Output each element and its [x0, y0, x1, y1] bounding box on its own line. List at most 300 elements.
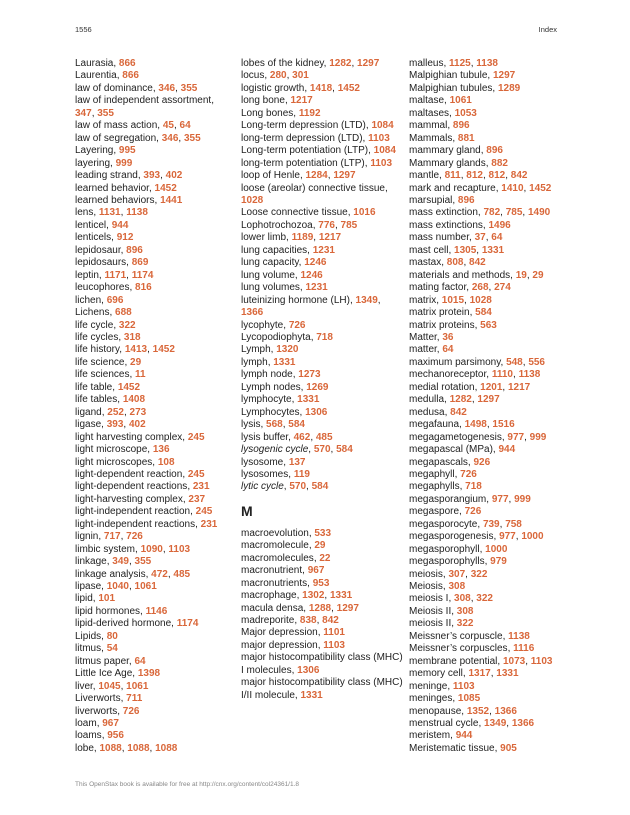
page-link[interactable]: 29: [314, 540, 326, 552]
page-link[interactable]: 1331: [300, 689, 323, 701]
page-link[interactable]: 838: [299, 615, 317, 627]
page-link[interactable]: 308: [454, 593, 471, 605]
index-term: leptin: [75, 269, 99, 281]
page-link[interactable]: 1452: [152, 344, 175, 356]
index-term: Malpighian tubule: [409, 70, 488, 82]
page-link[interactable]: 1138: [126, 207, 148, 219]
page-link[interactable]: 36: [442, 331, 454, 343]
page-link[interactable]: 355: [180, 82, 198, 94]
page-link[interactable]: 1366: [511, 718, 535, 730]
page-link[interactable]: 999: [529, 431, 547, 443]
page-link[interactable]: 1331: [481, 244, 505, 256]
page-link[interactable]: 45: [162, 120, 174, 132]
page-link[interactable]: 912: [116, 232, 134, 244]
page-link[interactable]: 54: [106, 643, 118, 655]
index-term: megaphyll: [409, 468, 455, 480]
index-entry: life cycle, 322: [75, 319, 136, 331]
page-link[interactable]: 1217: [507, 381, 531, 393]
page-link[interactable]: 999: [514, 493, 531, 505]
page-link[interactable]: 584: [311, 481, 329, 493]
index-term: lysosome: [241, 456, 284, 468]
index-entry: lysogenic cycle, 570, 584: [241, 444, 353, 456]
page-link[interactable]: 393: [106, 419, 124, 431]
page-link[interactable]: 881: [457, 132, 475, 144]
page-link[interactable]: 1061: [449, 95, 472, 107]
page-link[interactable]: 926: [473, 456, 491, 468]
page-link[interactable]: 1231: [305, 282, 328, 294]
index-entry: ligand, 252, 273: [75, 406, 147, 418]
page-link[interactable]: 29: [532, 269, 544, 281]
index-term: law of mass action: [75, 120, 158, 132]
index-entry: megasporophylls, 979: [409, 556, 507, 568]
page-link[interactable]: 322: [118, 319, 136, 331]
page-link[interactable]: 402: [165, 170, 183, 182]
page-link[interactable]: 137: [288, 456, 306, 468]
index-entry: lytic cycle, 570, 584: [241, 481, 329, 493]
index-term: leading strand: [75, 170, 138, 182]
page-link[interactable]: 1088: [155, 742, 178, 754]
index-term: lipase: [75, 581, 102, 593]
index-entry: maximum parsimony, 548, 556: [409, 356, 545, 368]
index-entry: lung capacities, 1231: [241, 244, 335, 256]
page-link[interactable]: 1000: [485, 543, 508, 555]
index-term: meninge: [409, 680, 448, 692]
page-link[interactable]: 842: [469, 257, 486, 269]
page-link[interactable]: 1320: [276, 344, 299, 356]
page-link[interactable]: 869: [131, 257, 149, 269]
page-link[interactable]: 1189: [291, 232, 314, 244]
index-term: megasporangium: [409, 493, 487, 505]
page-link[interactable]: 1053: [454, 107, 477, 119]
page-link[interactable]: 349: [112, 556, 129, 568]
page-link[interactable]: 717: [103, 531, 121, 543]
page-link[interactable]: 1201: [480, 381, 503, 393]
index-term: mark and recapture: [409, 182, 496, 194]
page-link[interactable]: 896: [457, 194, 475, 206]
page-link[interactable]: 268: [471, 282, 489, 294]
page-link[interactable]: 29: [130, 356, 142, 368]
page-link[interactable]: 953: [312, 577, 330, 589]
page-link[interactable]: 816: [135, 282, 152, 294]
page-link[interactable]: 718: [316, 331, 333, 343]
page-link[interactable]: 811: [444, 170, 461, 182]
index-entry: litmus, 54: [75, 643, 118, 655]
page-link[interactable]: 726: [126, 531, 143, 543]
page-link[interactable]: 1016: [353, 207, 376, 219]
index-term: life table: [75, 381, 113, 393]
page-link[interactable]: 1088: [127, 742, 150, 754]
page-link[interactable]: 101: [98, 593, 116, 605]
page-link[interactable]: 842: [450, 406, 467, 418]
page-link[interactable]: 1297: [492, 70, 516, 82]
index-entry: mammal, 896: [409, 120, 470, 132]
page-link[interactable]: 944: [455, 730, 473, 742]
page-link[interactable]: 1269: [306, 381, 329, 393]
page-link[interactable]: 64: [491, 232, 503, 244]
index-entry: Long-term potentiation (LTP), 1084: [241, 145, 396, 157]
page-link[interactable]: 1085: [457, 693, 481, 705]
page-link[interactable]: 1040: [106, 581, 129, 593]
page-link[interactable]: 136: [152, 444, 170, 456]
index-term: Meiosis: [409, 581, 443, 593]
index-entry: megapascal (MPa), 944: [409, 444, 516, 456]
page-link[interactable]: 1306: [297, 664, 320, 676]
page-link[interactable]: 1441: [160, 194, 183, 206]
page-link[interactable]: 307: [448, 568, 466, 580]
page-link[interactable]: 245: [187, 431, 205, 443]
page-link[interactable]: 402: [128, 419, 146, 431]
page-link[interactable]: 231: [200, 518, 218, 530]
page-link[interactable]: 1217: [318, 232, 342, 244]
page-link[interactable]: 1028: [241, 194, 264, 206]
page-link[interactable]: 237: [188, 493, 206, 505]
page-link[interactable]: 1125: [449, 58, 471, 69]
index-entry: madreporite, 838, 842: [241, 615, 339, 627]
page-link[interactable]: 308: [448, 581, 466, 593]
page-link[interactable]: 1282: [449, 394, 472, 406]
page-number: 1556: [75, 25, 92, 34]
index-term: law of independent assortment: [75, 95, 212, 107]
page-link[interactable]: 776: [318, 219, 335, 231]
page-link[interactable]: 785: [505, 207, 523, 219]
page-link[interactable]: 1090: [140, 543, 163, 555]
index-entry: limbic system, 1090, 1103: [75, 543, 191, 555]
index-entry: major histocompatibility class (MHC) I molecules, 1306: [241, 652, 403, 676]
page-link[interactable]: 1297: [336, 602, 359, 614]
page-link[interactable]: 967: [307, 565, 325, 577]
index-entry: ligase, 393, 402: [75, 419, 146, 431]
page-link[interactable]: 1217: [290, 95, 313, 107]
page-link[interactable]: 967: [102, 718, 119, 730]
page-link[interactable]: 1490: [527, 207, 551, 219]
index-entry: meiosis II, 322: [409, 618, 474, 630]
index-entry: megasporogenesis, 977, 1000: [409, 531, 544, 543]
page-link[interactable]: 252: [107, 406, 124, 418]
page-link[interactable]: 1116: [513, 643, 535, 655]
page-link[interactable]: 1103: [323, 639, 345, 651]
page-link[interactable]: 726: [464, 506, 482, 518]
page-link[interactable]: 301: [292, 70, 309, 82]
index-entry: marsupial, 896: [409, 194, 475, 206]
page-link[interactable]: 905: [500, 742, 517, 754]
page-link[interactable]: 1288: [308, 602, 332, 614]
page-link[interactable]: 711: [126, 693, 143, 705]
index-term: lysosomes: [241, 468, 289, 480]
index-term: law of segregation: [75, 132, 157, 144]
index-term: mass extinction: [409, 207, 478, 219]
index-term: materials and methods: [409, 269, 511, 281]
page-link[interactable]: 1452: [529, 182, 552, 194]
page-link[interactable]: 1306: [305, 406, 328, 418]
page-link[interactable]: 1171: [104, 269, 127, 281]
index-term: lepidosaurs: [75, 257, 127, 269]
page-link[interactable]: 108: [157, 456, 175, 468]
page-link[interactable]: 718: [465, 481, 482, 493]
page-link[interactable]: 1408: [122, 394, 146, 406]
page-link[interactable]: 485: [315, 431, 333, 443]
index-term: lenticels: [75, 232, 112, 244]
index-entry: macronutrients, 953: [241, 577, 330, 589]
index-term: Malpighian tubules: [409, 82, 493, 94]
page-link[interactable]: 1366: [241, 307, 264, 319]
index-term: Meissner’s corpuscle: [409, 630, 503, 642]
page-link[interactable]: 393: [143, 170, 161, 182]
page-link[interactable]: 1331: [329, 590, 353, 602]
page-link[interactable]: 485: [173, 568, 191, 580]
index-term: learned behavior: [75, 182, 149, 194]
page-link[interactable]: 1398: [137, 668, 161, 680]
page-link[interactable]: 999: [115, 157, 133, 169]
page-link[interactable]: 355: [134, 556, 152, 568]
page-link[interactable]: 570: [289, 481, 307, 493]
page-link[interactable]: 318: [123, 331, 141, 343]
page-link[interactable]: 1101: [323, 627, 345, 639]
page-link[interactable]: 533: [314, 527, 332, 539]
page-link[interactable]: 1498: [464, 419, 487, 431]
page-link[interactable]: 1413: [124, 344, 148, 356]
index-term: lung volume: [241, 269, 295, 281]
page-link[interactable]: 19: [515, 269, 527, 281]
page-link[interactable]: 1302: [302, 590, 325, 602]
index-entry: lymph, 1331: [241, 356, 296, 368]
page-link[interactable]: 1273: [298, 369, 321, 381]
page-link[interactable]: 1028: [469, 294, 492, 306]
page-link[interactable]: 1061: [134, 581, 157, 593]
page-link[interactable]: 1146: [145, 605, 168, 617]
index-entry: lens, 1131, 1138: [75, 207, 148, 219]
page-link[interactable]: 1192: [298, 107, 321, 119]
index-term: life cycles: [75, 331, 119, 343]
page-link[interactable]: 556: [528, 356, 545, 368]
page-link[interactable]: 726: [122, 705, 140, 717]
page-link[interactable]: 1231: [312, 244, 335, 256]
page-link[interactable]: 584: [475, 307, 492, 319]
page-link[interactable]: 726: [288, 319, 306, 331]
page-link[interactable]: 80: [106, 630, 118, 642]
page-link[interactable]: 1305: [454, 244, 477, 256]
page-link[interactable]: 563: [480, 319, 497, 331]
index-entry: lymphocyte, 1331: [241, 394, 320, 406]
page-link[interactable]: 758: [505, 518, 522, 530]
index-entry: Lymphocytes, 1306: [241, 406, 328, 418]
page-link[interactable]: 1174: [176, 618, 199, 630]
page-link[interactable]: 696: [106, 294, 124, 306]
page-link[interactable]: 1331: [297, 394, 320, 406]
page-link[interactable]: 119: [293, 468, 310, 480]
index-term: life tables: [75, 394, 118, 406]
page-link[interactable]: 1297: [333, 170, 356, 182]
index-entry: layering, 999: [75, 157, 133, 169]
index-entry: medusa, 842: [409, 406, 467, 418]
page-link[interactable]: 1331: [273, 356, 296, 368]
index-entry: lysosomes, 119: [241, 468, 310, 480]
page-link[interactable]: 1352: [466, 705, 490, 717]
page-link[interactable]: 842: [322, 615, 339, 627]
page-link[interactable]: 842: [510, 170, 528, 182]
page-link[interactable]: 355: [97, 107, 114, 119]
page-link[interactable]: 977: [507, 431, 525, 443]
index-entry: lysosome, 137: [241, 456, 306, 468]
page-link[interactable]: 273: [129, 406, 147, 418]
index-term: meiosis II: [409, 618, 452, 630]
page-link[interactable]: 1103: [370, 157, 393, 169]
page-link[interactable]: 245: [187, 468, 205, 480]
page-link[interactable]: 1418: [309, 82, 333, 94]
page-link[interactable]: 866: [118, 58, 136, 69]
page-link[interactable]: 570: [313, 444, 331, 456]
page-link[interactable]: 1297: [477, 394, 500, 406]
page-link[interactable]: 1452: [117, 381, 141, 393]
page-link[interactable]: 472: [151, 568, 168, 580]
page-link[interactable]: 11: [135, 369, 146, 381]
page-link[interactable]: 1103: [452, 680, 475, 692]
page-link[interactable]: 1282: [329, 58, 352, 69]
index-entry: Little Ice Age, 1398: [75, 668, 161, 680]
page-link[interactable]: 726: [460, 468, 477, 480]
page-link[interactable]: 462: [293, 431, 311, 443]
page-link[interactable]: 812: [488, 170, 506, 182]
index-term: megasporogenesis: [409, 531, 494, 543]
page-link[interactable]: 944: [111, 219, 129, 231]
page-link[interactable]: 882: [491, 157, 508, 169]
index-entry: loams, 956: [75, 730, 124, 742]
page-link[interactable]: 308: [456, 605, 474, 617]
index-entry: linkage analysis, 472, 485: [75, 568, 191, 580]
page-link[interactable]: 1015: [441, 294, 465, 306]
index-entry: matter, 64: [409, 344, 454, 356]
page-link[interactable]: 782: [483, 207, 501, 219]
page-link[interactable]: 355: [183, 132, 201, 144]
page-link[interactable]: 1174: [131, 269, 154, 281]
page-link[interactable]: 322: [470, 568, 488, 580]
page-link[interactable]: 1131: [98, 207, 121, 219]
page-link[interactable]: 1110: [491, 369, 513, 381]
page-link[interactable]: 1138: [508, 630, 530, 642]
page-link[interactable]: 1103: [368, 132, 390, 144]
index-term: meristem: [409, 730, 451, 742]
index-entry: lycophyte, 726: [241, 319, 306, 331]
page-link[interactable]: 1138: [476, 58, 498, 69]
page-link[interactable]: 1084: [373, 145, 396, 157]
page-link[interactable]: 1284: [305, 170, 328, 182]
page-link[interactable]: 977: [491, 493, 509, 505]
page-link[interactable]: 1331: [496, 668, 519, 680]
page-link[interactable]: 1297: [357, 58, 380, 69]
page-link[interactable]: 896: [126, 244, 143, 256]
page-link[interactable]: 1073: [502, 655, 526, 667]
page-link[interactable]: 866: [122, 70, 139, 82]
index-entry: Mammary glands, 882: [409, 157, 508, 169]
page-link[interactable]: 1349: [355, 294, 378, 306]
page-link[interactable]: 274: [494, 282, 511, 294]
index-entry: Meissner’s corpuscle, 1138: [409, 630, 530, 642]
page-link[interactable]: 1061: [126, 680, 149, 692]
index-entry: Malpighian tubules, 1289: [409, 82, 521, 94]
page-link[interactable]: 896: [452, 120, 470, 132]
page-link[interactable]: 1289: [497, 82, 521, 94]
section-title: Index: [538, 25, 557, 34]
page-link[interactable]: 977: [499, 531, 516, 543]
page-link[interactable]: 346: [158, 82, 176, 94]
page-link[interactable]: 1088: [99, 742, 122, 754]
index-entry: megasporocyte, 739, 758: [409, 518, 522, 530]
index-term: Loose connective tissue: [241, 207, 348, 219]
page-link[interactable]: 584: [336, 444, 353, 456]
index-term: marsupial: [409, 194, 453, 206]
page-link[interactable]: 1452: [337, 82, 360, 94]
index-entry: Lophotrochozoa, 776, 785: [241, 219, 358, 231]
page-link[interactable]: 64: [179, 120, 191, 132]
page-link[interactable]: 808: [446, 257, 464, 269]
page-link[interactable]: 64: [134, 655, 146, 667]
page-link[interactable]: 979: [490, 556, 507, 568]
page-link[interactable]: 688: [115, 307, 132, 319]
page-link[interactable]: 1349: [484, 718, 507, 730]
page-link[interactable]: 944: [498, 444, 516, 456]
index-entry: menopause, 1352, 1366: [409, 705, 517, 717]
page-link[interactable]: 346: [161, 132, 179, 144]
page-link[interactable]: 1366: [494, 705, 517, 717]
page-link[interactable]: 1045: [98, 680, 121, 692]
page-link[interactable]: 1496: [488, 219, 511, 231]
page-link[interactable]: 584: [288, 419, 305, 431]
page-link[interactable]: 245: [195, 506, 213, 518]
index-term: meiosis: [409, 568, 443, 580]
index-term: loams: [75, 730, 102, 742]
page-link[interactable]: 1103: [168, 543, 191, 555]
page-link[interactable]: 37: [474, 232, 486, 244]
page-link[interactable]: 22: [319, 552, 331, 564]
page-link[interactable]: 1516: [492, 419, 515, 431]
page-link[interactable]: 896: [486, 145, 503, 157]
index-entry: long-term potentiation (LTP), 1103: [241, 157, 393, 169]
page-link[interactable]: 785: [340, 219, 358, 231]
index-entry: matrix proteins, 563: [409, 319, 497, 331]
page-link[interactable]: 812: [466, 170, 483, 182]
page-link[interactable]: 1138: [518, 369, 541, 381]
page-link[interactable]: 1084: [371, 120, 394, 132]
index-term: mechanoreceptor: [409, 369, 487, 381]
index-term: megapascal (MPa): [409, 444, 493, 456]
index-entry: lymph node, 1273: [241, 369, 321, 381]
page-link[interactable]: 64: [442, 344, 454, 356]
page-link[interactable]: 1103: [530, 655, 553, 667]
page-link[interactable]: 231: [192, 481, 210, 493]
page-link[interactable]: 280: [269, 70, 287, 82]
page-link[interactable]: 1000: [521, 531, 544, 543]
page-link[interactable]: 956: [107, 730, 124, 742]
page-link[interactable]: 1246: [300, 269, 323, 281]
index-term: loam: [75, 718, 97, 730]
page-link[interactable]: 1246: [304, 257, 327, 269]
index-entry: Major depression, 1101: [241, 627, 345, 639]
page-link[interactable]: 568: [266, 419, 283, 431]
page-link[interactable]: 548: [506, 356, 523, 368]
page-link[interactable]: 1410: [501, 182, 524, 194]
index-entry: law of mass action, 45, 64: [75, 120, 191, 132]
index-entry: mass number, 37, 64: [409, 232, 503, 244]
page-link[interactable]: 739: [482, 518, 500, 530]
index-entry: matrix protein, 584: [409, 307, 492, 319]
page-link[interactable]: 995: [118, 145, 136, 157]
page-link[interactable]: 322: [476, 593, 493, 605]
page-link[interactable]: 322: [456, 618, 474, 630]
page-link[interactable]: 1317: [468, 668, 491, 680]
page-link[interactable]: 347: [75, 107, 92, 119]
index-term: Mammary glands: [409, 157, 486, 169]
index-entry: light-dependent reaction, 245: [75, 468, 205, 480]
page-link[interactable]: 1452: [154, 182, 177, 194]
